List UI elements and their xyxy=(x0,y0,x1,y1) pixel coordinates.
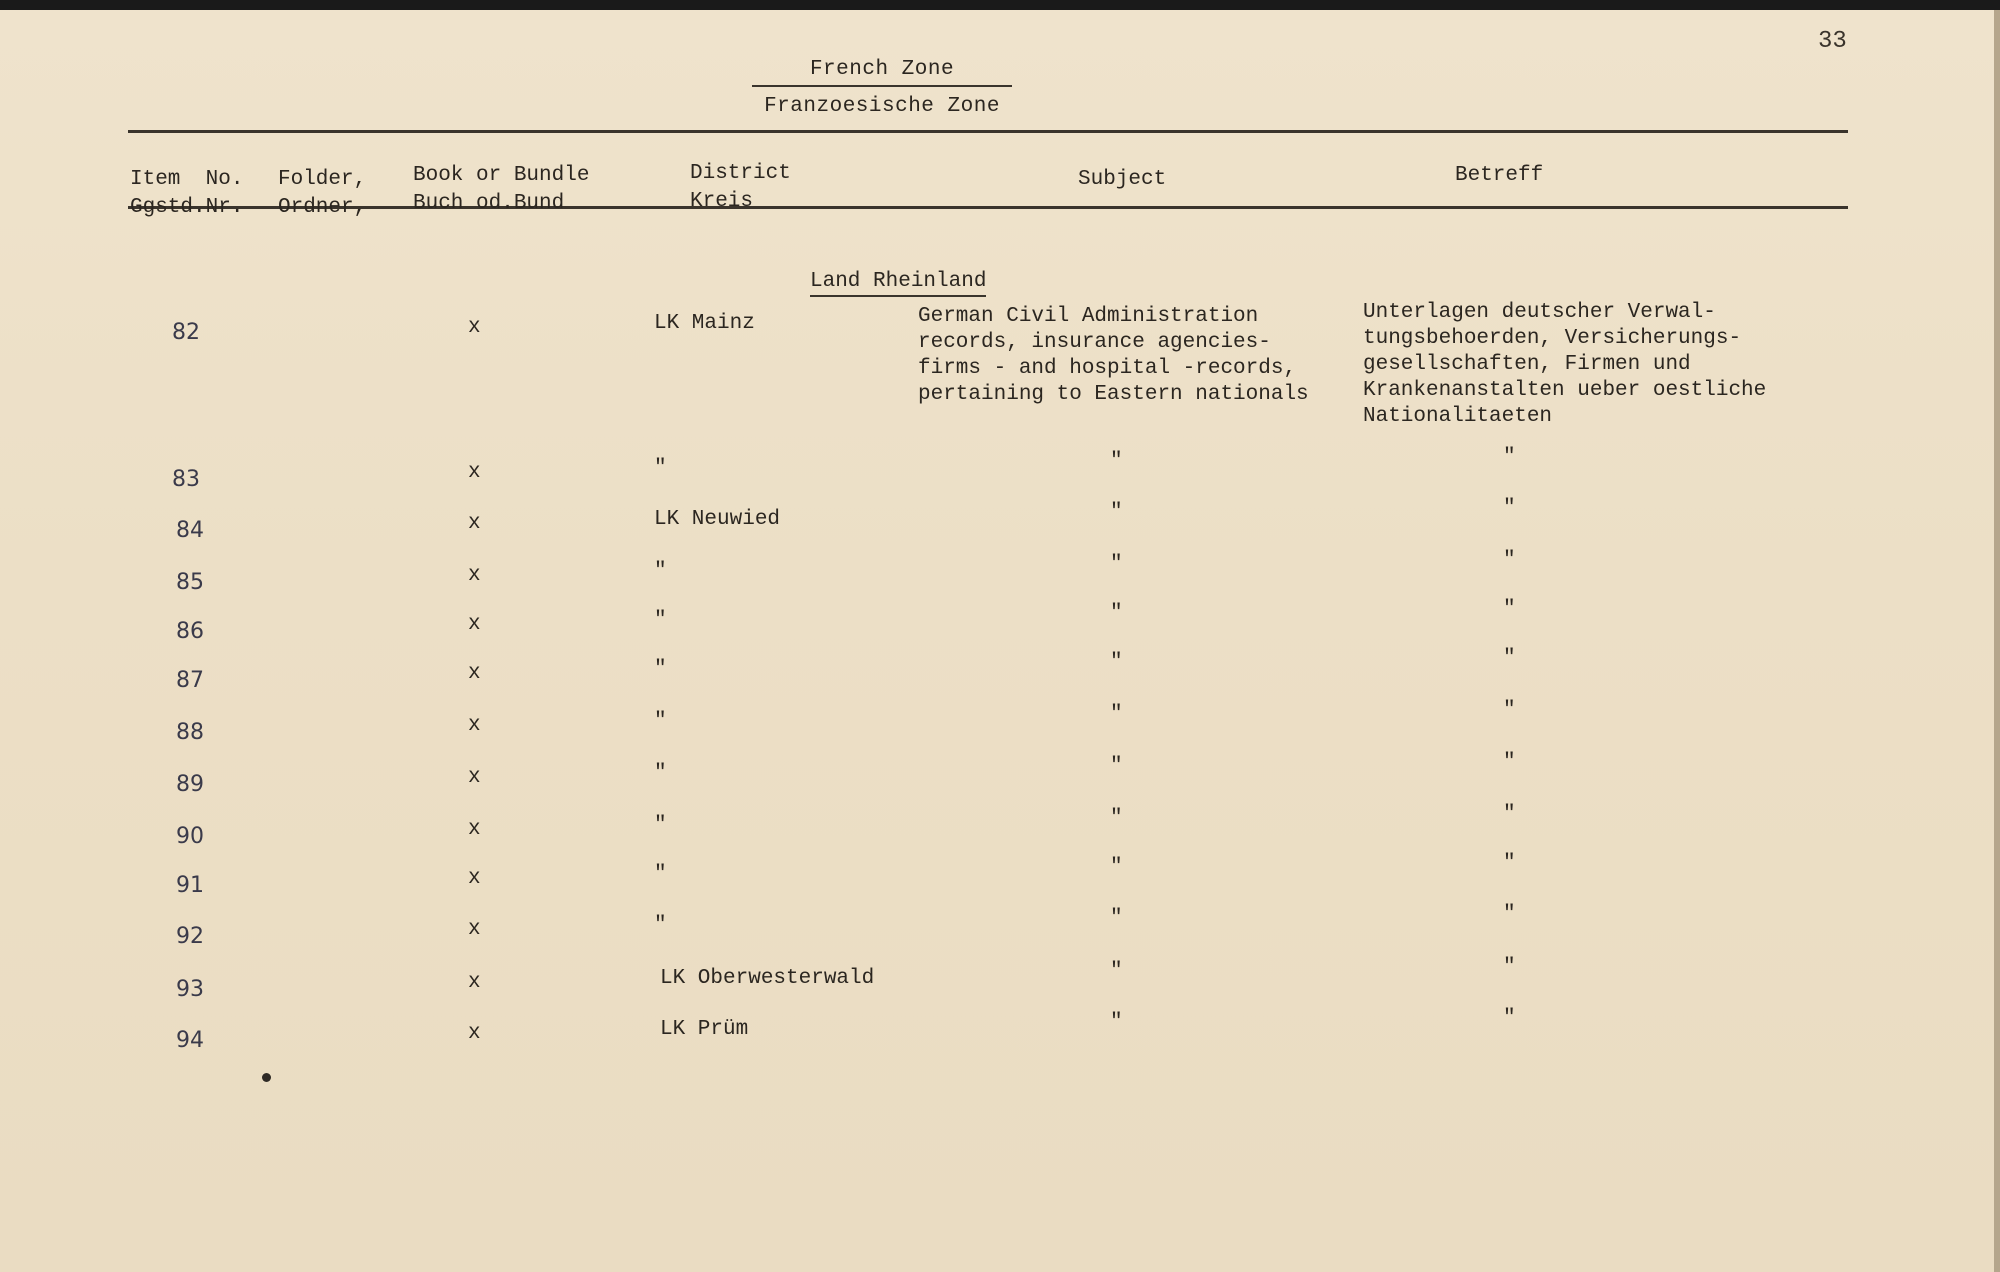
subject-text: " xyxy=(1110,651,1123,674)
header-district: District Kreis xyxy=(690,162,791,213)
book-mark: x xyxy=(468,971,481,994)
subject-text: " xyxy=(1110,703,1123,726)
header-bottom-rule xyxy=(128,206,1848,209)
district-name: " xyxy=(654,609,667,632)
zone-title-english: French Zone xyxy=(752,58,1012,87)
district-name: " xyxy=(654,762,667,785)
header-betreff: Betreff xyxy=(1455,164,1544,187)
district-name: " xyxy=(654,658,667,681)
item-number: 89 xyxy=(176,772,204,797)
book-mark: x xyxy=(468,564,481,587)
subject-text: " xyxy=(1110,807,1123,830)
subject-text: German Civil Administration records, insurance agencies- firms - and hospital -records, pertaining to Eastern nationals xyxy=(918,305,1309,406)
book-mark: x xyxy=(468,461,481,484)
item-number: 94 xyxy=(176,1028,204,1053)
book-mark: x xyxy=(468,512,481,535)
book-mark: x xyxy=(468,316,481,339)
betreff-text: " xyxy=(1503,803,1516,826)
district-name: LK Neuwied xyxy=(654,508,781,531)
item-number: 84 xyxy=(176,518,204,543)
betreff-text: " xyxy=(1503,647,1516,670)
item-number: 90 xyxy=(176,824,204,849)
district-name: LK Prüm xyxy=(660,1018,749,1041)
header-book-or-bundle: Book or Bundle Buch od.Bund xyxy=(413,164,590,215)
district-name: " xyxy=(654,560,667,583)
district-name: " xyxy=(654,710,667,733)
district-name: LK Oberwesterwald xyxy=(660,967,875,990)
district-name: " xyxy=(654,814,667,837)
district-name: " xyxy=(654,457,667,480)
page-number: 33 xyxy=(1818,28,1847,55)
header-top-rule xyxy=(128,130,1848,133)
item-number: 82 xyxy=(172,320,200,345)
book-mark: x xyxy=(468,613,481,636)
item-number: 83 xyxy=(172,467,200,492)
item-number: 88 xyxy=(176,720,204,745)
betreff-text: " xyxy=(1503,549,1516,572)
subject-text: " xyxy=(1110,553,1123,576)
section-title: Land Rheinland xyxy=(810,270,986,297)
item-number: 93 xyxy=(176,977,204,1002)
subject-text: " xyxy=(1110,501,1123,524)
district-name: " xyxy=(654,863,667,886)
subject-text: " xyxy=(1110,1011,1123,1034)
zone-title-german: Franzoesische Zone xyxy=(764,95,1000,118)
document-page xyxy=(0,10,2000,1272)
subject-text: " xyxy=(1110,755,1123,778)
subject-text: " xyxy=(1110,960,1123,983)
subject-text: " xyxy=(1110,450,1123,473)
book-mark: x xyxy=(468,867,481,890)
book-mark: x xyxy=(468,714,481,737)
book-mark: x xyxy=(468,918,481,941)
betreff-text: " xyxy=(1503,852,1516,875)
betreff-text: " xyxy=(1503,446,1516,469)
subject-text: " xyxy=(1110,602,1123,625)
betreff-text: " xyxy=(1503,956,1516,979)
betreff-text: " xyxy=(1503,751,1516,774)
item-number: 91 xyxy=(176,873,204,898)
district-name: " xyxy=(654,914,667,937)
subject-text: " xyxy=(1110,907,1123,930)
betreff-text: Unterlagen deutscher Verwal- tungsbehoerden, Versicherungs- gesellschaften, Firmen und Krankenanstalten ueber oestliche Nationalitaeten xyxy=(1363,301,1767,428)
item-number: 86 xyxy=(176,619,204,644)
item-number: 87 xyxy=(176,668,204,693)
district-name: LK Mainz xyxy=(654,312,755,335)
item-number: 92 xyxy=(176,924,204,949)
betreff-text: " xyxy=(1503,1007,1516,1030)
book-mark: x xyxy=(468,1022,481,1045)
item-number: 85 xyxy=(176,570,204,595)
header-item-no: Item No. Ggstd.Nr. xyxy=(130,168,244,219)
header-folder: Folder, Ordner, xyxy=(278,168,367,219)
header-subject: Subject xyxy=(1078,168,1167,191)
book-mark: x xyxy=(468,766,481,789)
book-mark: x xyxy=(468,818,481,841)
zone-title xyxy=(752,58,1012,118)
subject-text: " xyxy=(1110,856,1123,879)
betreff-text: " xyxy=(1503,497,1516,520)
betreff-text: " xyxy=(1503,598,1516,621)
ink-speck xyxy=(262,1073,271,1082)
book-mark: x xyxy=(468,662,481,685)
page-edge xyxy=(1994,10,2000,1272)
betreff-text: " xyxy=(1503,699,1516,722)
betreff-text: " xyxy=(1503,903,1516,926)
